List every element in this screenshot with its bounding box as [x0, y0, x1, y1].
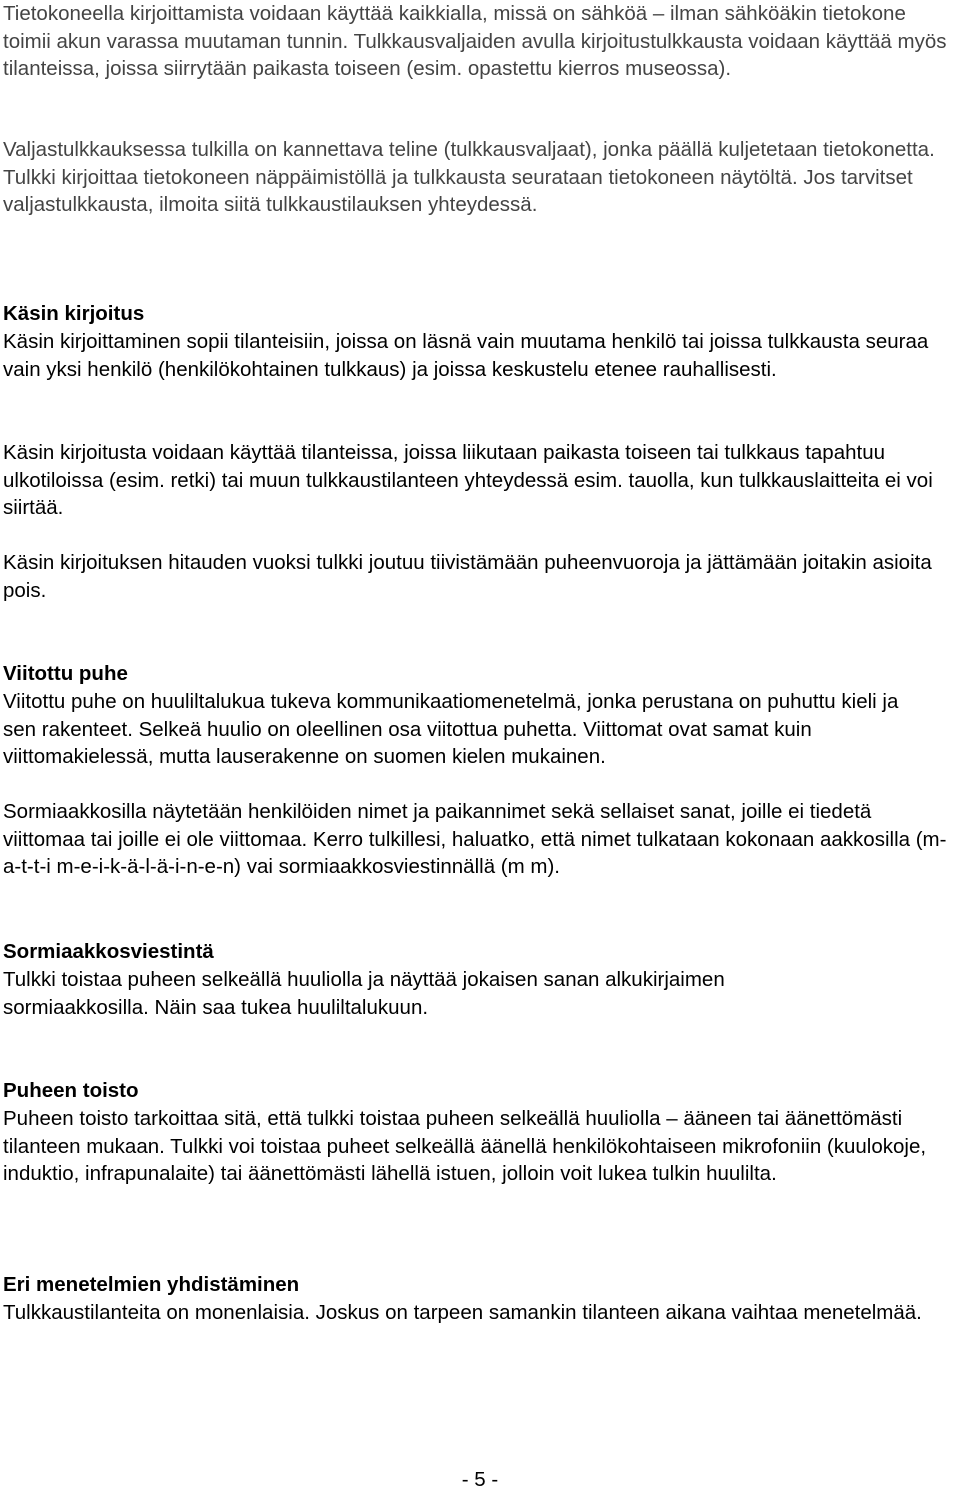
page-number: - 5 - — [461, 1468, 499, 1491]
paragraph: Tulkkaustilanteita on monenlaisia. Joskus on tarpeen samankin tilanteen aikana vaihtaa menetelmää. — [3, 1301, 922, 1324]
section-heading: Puheen toisto — [3, 1079, 139, 1102]
paragraph: Tietokoneella kirjoittamista voidaan käyttää kaikkialla, missä on sähköä – ilman sähköäkin tietokone toimii akun varassa muutaman tunnin. Tulkkausvaljaiden avulla kirjoitustulkkausta voidaan käyttää myös tilanteissa, joissa siirrytään paikasta toiseen (esim. opastettu kierros museossa). — [3, 2, 947, 80]
paragraph: Sormiaakkosilla näytetään henkilöiden nimet ja paikannimet sekä sellaiset sanat, joille ei tiedetä viittomaa tai joille ei ole viittomaa. Kerro tulkillesi, haluatko, että nimet tulkataan kokonaan aakkosilla (m-a-t-t-i m-e-i-k-ä-l-ä-i-n-e-n) vai sormiaakkosviestinnällä (m m). — [3, 800, 947, 878]
section-heading: Sormiaakkosviestintä — [3, 940, 214, 963]
paragraph: Tulkki toistaa puheen selkeällä huuliolla ja näyttää jokaisen sanan alkukirjaimen sormiaakkosilla. Näin saa tukea huuliltalukuun. — [3, 968, 725, 1019]
paragraph: Käsin kirjoituksen hitauden vuoksi tulkki joutuu tiivistämään puheenvuoroja ja jättämään joitakin asioita pois. — [3, 551, 932, 602]
section-heading: Viitottu puhe — [3, 662, 128, 685]
paragraph: Käsin kirjoitusta voidaan käyttää tilanteissa, joissa liikutaan paikasta toiseen tai tulkkaus tapahtuu ulkotiloissa (esim. retki) tai muun tulkkaustilanteen yhteydessä esim. tauolla, kun tulkkauslaitteita ei voi siirtää. — [3, 441, 933, 519]
section-heading: Eri menetelmien yhdistäminen — [3, 1273, 300, 1296]
paragraph: Puheen toisto tarkoittaa sitä, että tulkki toistaa puheen selkeällä huuliolla – ääneen tai äänettömästi tilanteen mukaan. Tulkki voi toistaa puheet selkeällä äänellä henkilökohtaiseen mikrofoniin (kuulokoje, induktio, infrapunalaite) tai äänettömästi lähellä istuen, jolloin voit lukea tulkin huulilta. — [3, 1107, 927, 1185]
paragraph: Käsin kirjoittaminen sopii tilanteisiin, joissa on läsnä vain muutama henkilö tai joissa tulkkausta seuraa vain yksi henkilö (henkilökohtainen tulkkaus) ja joissa keskustelu etenee rauhallisesti. — [3, 330, 929, 381]
paragraph: Viitottu puhe on huuliltalukua tukeva kommunikaatiomenetelmä, jonka perustana on puhuttu kieli ja sen rakenteet. Selkeä huulio on oleellinen osa viitottua puhetta. Viittomat ovat samat kuin viittomakielessä, mutta lauserakenne on suomen kielen mukainen. — [3, 690, 899, 768]
section-heading: Käsin kirjoitus — [3, 302, 145, 325]
paragraph: Valjastulkkauksessa tulkilla on kannettava teline (tulkkausvaljaat), jonka päällä kuljetetaan tietokonetta. Tulkki kirjoittaa tietokoneen näppäimistöllä ja tulkkausta seurataan tietokoneen näytöltä. Jos tarvitset valjastulkkausta, ilmoita siitä tulkkaustilauksen yhteydessä. — [3, 138, 935, 216]
